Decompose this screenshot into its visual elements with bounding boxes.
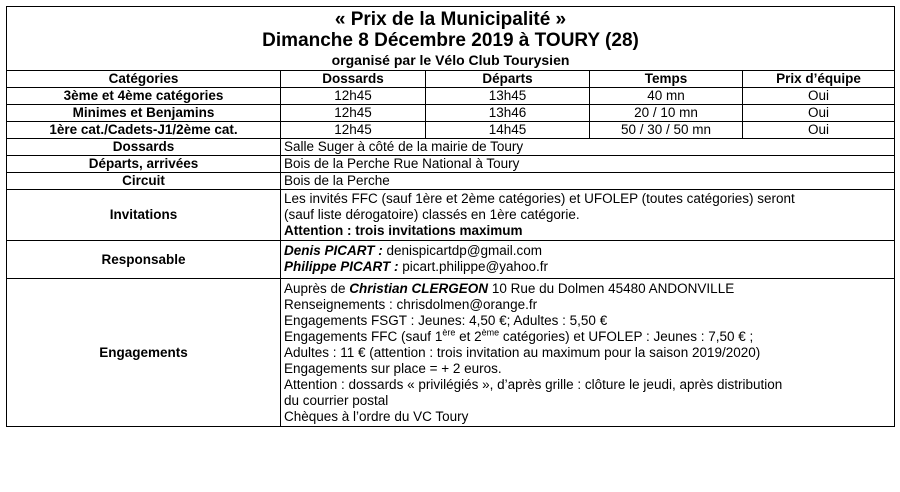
engagements-text: Renseignements : chrisdolmen@orange.fr <box>284 297 538 312</box>
prix-equipe-cell: Oui <box>743 88 895 105</box>
contact-name: Philippe PICART : <box>284 259 399 274</box>
col-header-temps: Temps <box>590 71 743 88</box>
engagements-text: Attention : dossards « privilégiés », d’après grille : clôture le jeudi, après distribution <box>284 377 783 392</box>
event-organizer: organisé par le Vélo Club Tourysien <box>331 52 570 68</box>
category-cell: 1ère cat./Cadets-J1/2ème cat. <box>7 122 281 139</box>
engagements-text-part: et 2 <box>455 329 482 344</box>
event-title: « Prix de la Municipalité » <box>334 9 567 30</box>
engagements-text-part: 10 Rue du Dolmen 45480 ANDONVILLE <box>488 281 735 296</box>
col-header-categories: Catégories <box>7 71 281 88</box>
departs-cell: 13h46 <box>426 105 590 122</box>
info-label: Dossards <box>7 139 281 156</box>
info-label: Engagements <box>7 279 281 427</box>
departs-cell: 14h45 <box>426 122 590 139</box>
category-cell: 3ème et 4ème catégories <box>7 88 281 105</box>
engagements-text: Adultes : 11 € (attention : trois invitation au maximum pour la saison 2019/2020) <box>284 345 761 360</box>
superscript: ème <box>481 327 500 338</box>
col-header-prix-equipe: Prix d’équipe <box>743 71 895 88</box>
info-value <box>281 279 895 427</box>
col-header-dossards: Dossards <box>281 71 426 88</box>
info-label: Responsable <box>7 241 281 279</box>
invitations-warning: Attention : trois invitations maximum <box>284 223 523 238</box>
schedule-row <box>7 105 895 122</box>
info-row-invitations <box>7 190 895 241</box>
info-row-engagements <box>7 279 895 427</box>
engagements-text <box>284 281 891 297</box>
invitations-text: (sauf liste dérogatoire) classés en 1ère catégorie. <box>284 207 580 222</box>
info-row-circuit <box>7 173 895 190</box>
race-info-table <box>6 6 895 427</box>
schedule-header-row <box>7 71 895 88</box>
engagements-text: Engagements FSGT : Jeunes: 4,50 €; Adultes : 5,50 € <box>284 313 608 328</box>
contact-line <box>284 259 891 275</box>
prix-equipe-cell: Oui <box>743 122 895 139</box>
engagements-text: du courrier postal <box>284 393 389 408</box>
engagements-text-part: Auprès de <box>284 281 350 296</box>
info-label: Circuit <box>7 173 281 190</box>
engagements-text-part: catégories) et UFOLEP : Jeunes : 7,50 € ; <box>499 329 754 344</box>
contact-email: denispicartdp@gmail.com <box>382 243 543 258</box>
category-cell: Minimes et Benjamins <box>7 105 281 122</box>
organizer-name: Christian CLERGEON <box>349 281 489 296</box>
temps-cell: 20 / 10 mn <box>590 105 743 122</box>
engagements-text: Chèques à l’ordre du VC Toury <box>284 409 469 424</box>
info-row-departs <box>7 156 895 173</box>
race-flyer <box>6 6 894 427</box>
contact-email: picart.philippe@yahoo.fr <box>398 259 549 274</box>
event-date: Dimanche 8 Décembre 2019 à TOURY (28) <box>262 30 639 51</box>
departs-cell: 13h45 <box>426 88 590 105</box>
dossards-cell: 12h45 <box>281 105 426 122</box>
engagements-text <box>284 329 891 345</box>
title-row <box>7 7 895 71</box>
engagements-text: Engagements sur place = + 2 euros. <box>284 361 502 376</box>
engagements-text-part: Engagements FFC (sauf 1 <box>284 329 443 344</box>
schedule-row <box>7 122 895 139</box>
contact-line <box>284 243 891 259</box>
dossards-cell: 12h45 <box>281 122 426 139</box>
dossards-cell: 12h45 <box>281 88 426 105</box>
info-value <box>281 241 895 279</box>
info-label: Invitations <box>7 190 281 241</box>
info-row-responsable <box>7 241 895 279</box>
title-cell <box>7 7 895 71</box>
info-value: Salle Suger à côté de la mairie de Toury <box>281 139 895 156</box>
info-value: Bois de la Perche Rue National à Toury <box>281 156 895 173</box>
info-row-dossards <box>7 139 895 156</box>
prix-equipe-cell: Oui <box>743 105 895 122</box>
superscript: ère <box>442 327 456 338</box>
temps-cell: 50 / 30 / 50 mn <box>590 122 743 139</box>
invitations-text: Les invités FFC (sauf 1ère et 2ème catégories) et UFOLEP (toutes catégories) seront <box>284 191 795 206</box>
contact-name: Denis PICART : <box>284 243 383 258</box>
temps-cell: 40 mn <box>590 88 743 105</box>
info-value: Bois de la Perche <box>281 173 895 190</box>
info-label: Départs, arrivées <box>7 156 281 173</box>
schedule-row <box>7 88 895 105</box>
info-value <box>281 190 895 241</box>
col-header-departs: Départs <box>426 71 590 88</box>
